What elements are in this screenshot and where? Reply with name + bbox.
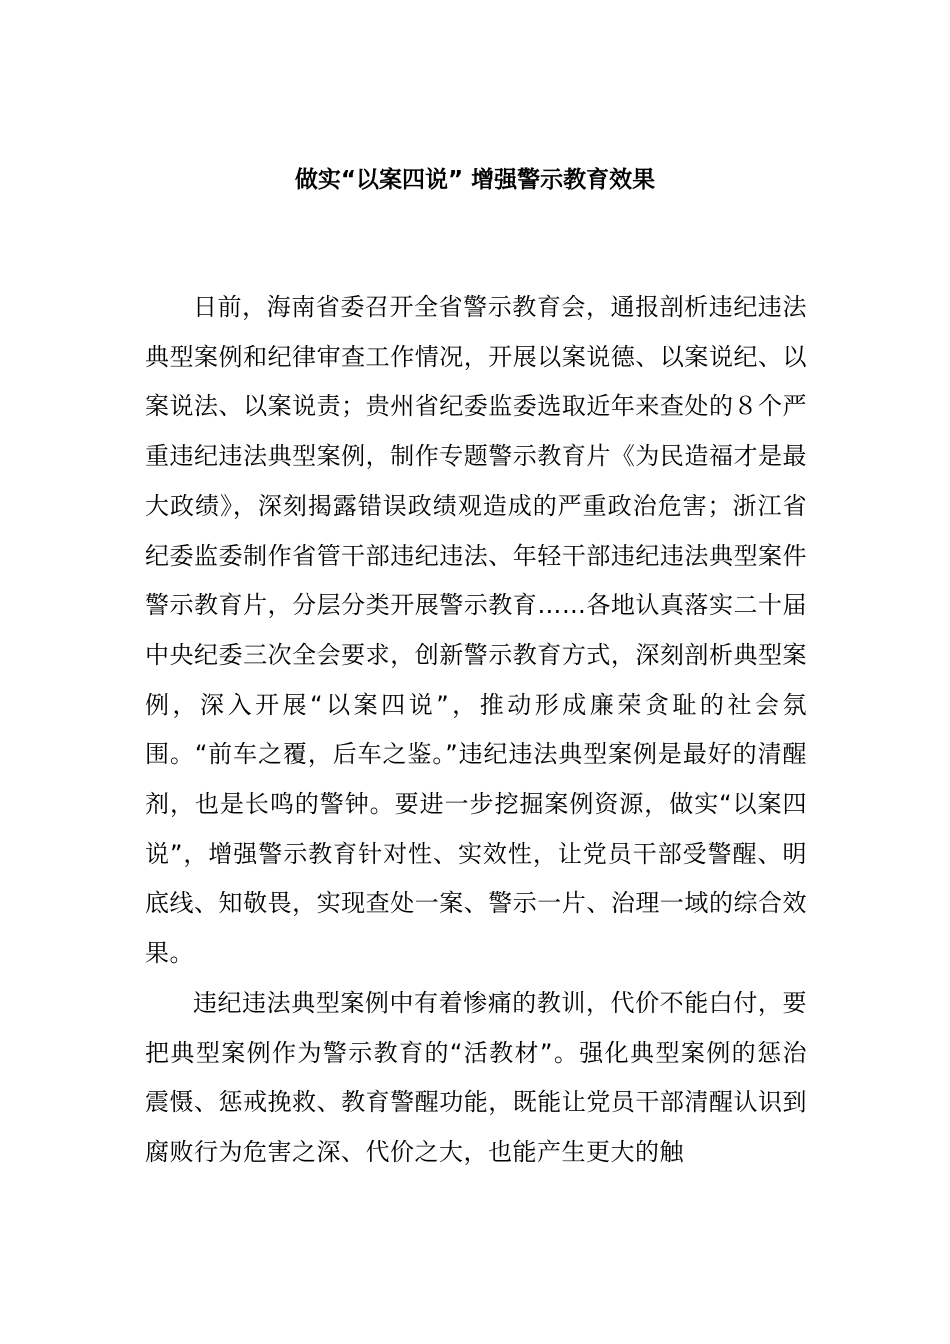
document-body [145, 283, 807, 1178]
document-title: 做实“以案四说” 增强警示教育效果 [294, 167, 656, 193]
paragraph: 日前，海南省委召开全省警示教育会，通报剖析违纪违法典型案例和纪律审查工作情况，开展以案说德、以案说纪、以案说法、以案说责；贵州省纪委监委选取近年来查处的８个严重违纪违法典型案例，制作专题警示教育片《为民造福才是最大政绩》，深刻揭露错误政绩观造成的严重政治危害；浙江省纪委监委制作省管干部违纪违法、年轻干部违纪违法典型案件警示教育片，分层分类开展警示教育……各地认真落实二十届中央纪委三次全会要求，创新警示教育方式，深刻剖析典型案例，深入开展“以案四说”，推动形成廉荣贪耻的社会氛围。“前车之覆，后车之鉴。”违纪违法典型案例是最好的清醒剂，也是长鸣的警钟。要进一步挖掘案例资源，做实“以案四说”，增强警示教育针对性、实效性，让党员干部受警醒、明底线、知敬畏，实现查处一案、警示一片、治理一域的综合效果。 [145, 293, 807, 968]
paragraph: 违纪违法典型案例中有着惨痛的教训，代价不能白付，要把典型案例作为警示教育的“活教材”。强化典型案例的惩治震慑、惩戒挽救、教育警醒功能，既能让党员干部清醒认识到腐败行为危害之深、代价之大，也能产生更大的触 [145, 988, 807, 1166]
